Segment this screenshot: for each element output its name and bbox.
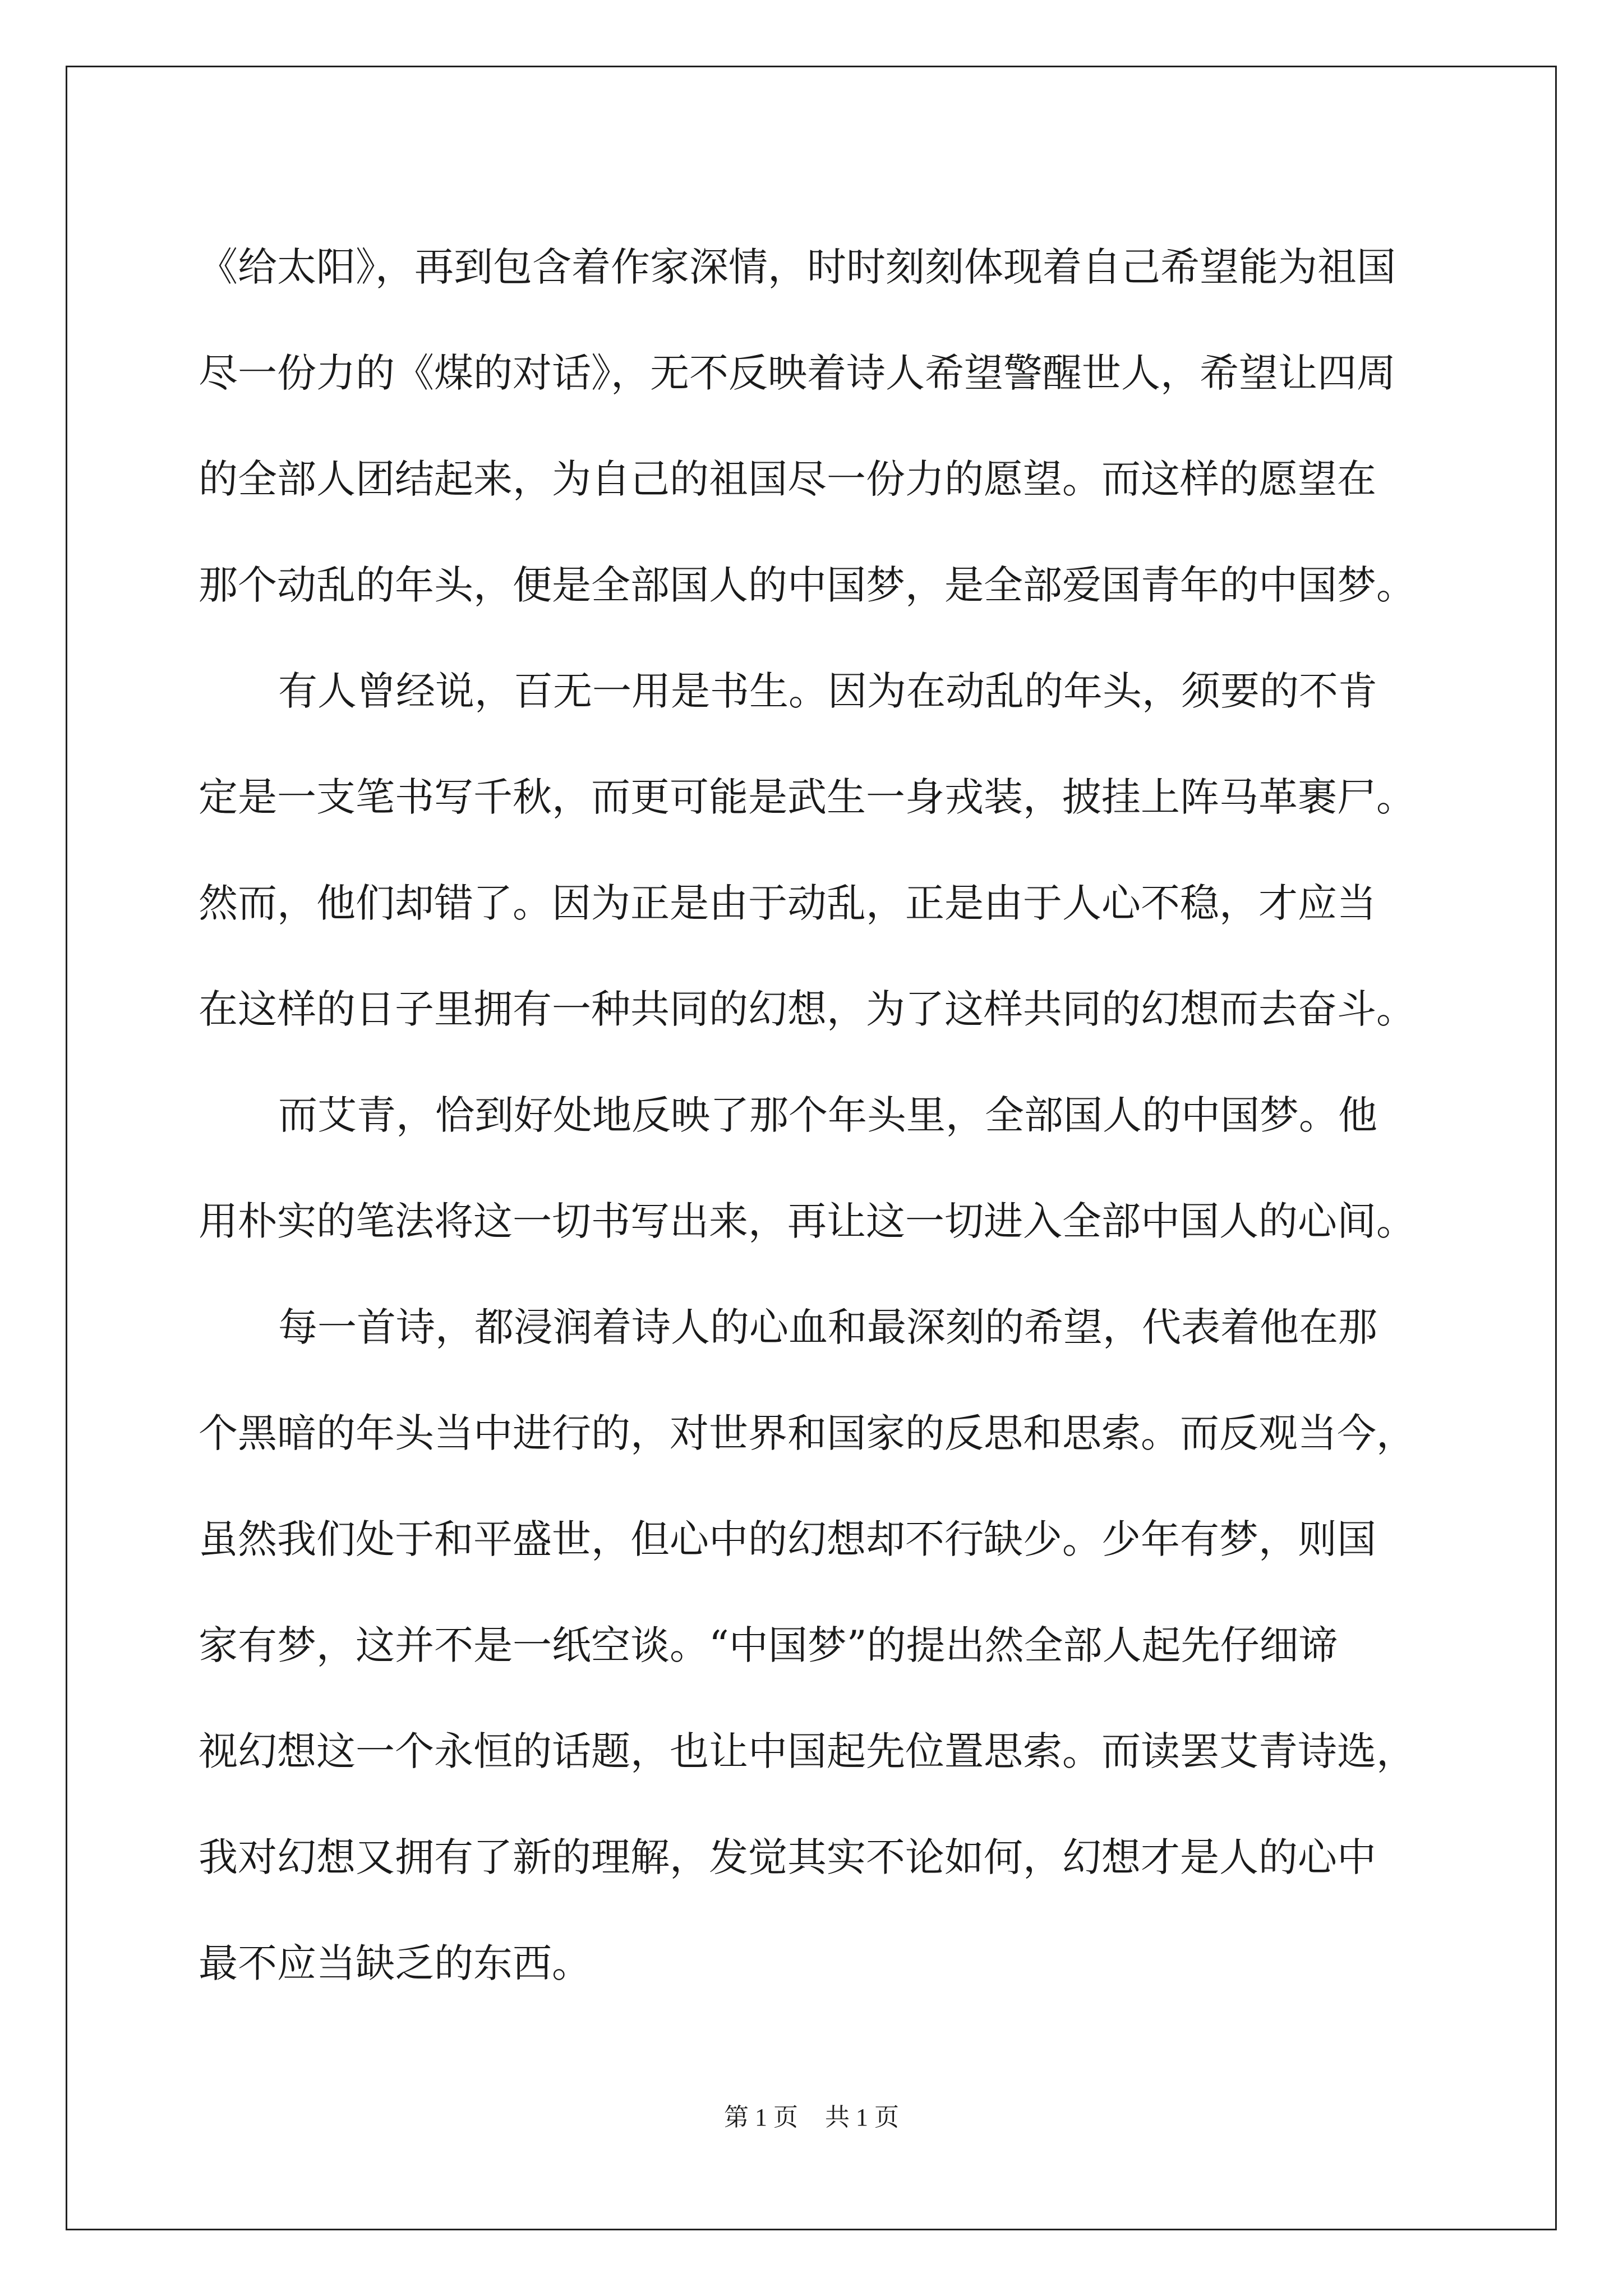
text-line: 最不应当缺乏的东西。 — [199, 1940, 591, 1986]
paragraph-start-line: 有人曾经说，百无一用是书生。因为在动乱的年头，须要的不肯 — [278, 668, 1377, 714]
text-line: 《给太阳》，再到包含着作家深情，时时刻刻体现着自己希望能为祖国 — [199, 244, 1396, 290]
text-line: 家有梦，这并不是一纸空谈。“中国梦”的提出然全部人起先仔细谛 — [199, 1622, 1338, 1668]
text-line: 然而，他们却错了。因为正是由于动乱，正是由于人心不稳，才应当 — [199, 880, 1376, 926]
text-line: 那个动乱的年头，便是全部国人的中国梦，是全部爱国青年的中国梦。 — [199, 562, 1415, 608]
text-line: 定是一支笔书写千秋，而更可能是武生一身戎装，披挂上阵马革裹尸。 — [199, 774, 1415, 820]
text-line: 用朴实的笔法将这一切书写出来，再让这一切进入全部中国人的心间。 — [199, 1198, 1415, 1244]
text-line: 虽然我们处于和平盛世，但心中的幻想却不行缺少。少年有梦，则国 — [199, 1516, 1376, 1562]
text-line: 我对幻想又拥有了新的理解，发觉其实不论如何，幻想才是人的心中 — [199, 1834, 1376, 1880]
paragraph-start-line: 每一首诗，都浸润着诗人的心血和最深刻的希望，代表着他在那 — [278, 1304, 1377, 1350]
text-line: 视幻想这一个永恒的话题，也让中国起先位置思索。而读罢艾青诗选， — [199, 1728, 1415, 1774]
text-line: 尽一份力的《煤的对话》，无不反映着诗人希望警醒世人，希望让四周 — [199, 350, 1396, 396]
paragraph-start-line: 而艾青，恰到好处地反映了那个年头里，全部国人的中国梦。他 — [278, 1092, 1377, 1138]
page-total: 共 1 页 — [825, 2104, 899, 2131]
text-line: 在这样的日子里拥有一种共同的幻想，为了这样共同的幻想而去奋斗。 — [199, 986, 1415, 1032]
text-line: 的全部人团结起来，为自己的祖国尽一份力的愿望。而这样的愿望在 — [199, 456, 1376, 502]
document-body — [199, 214, 1427, 2017]
text-line: 个黑暗的年头当中进行的，对世界和国家的反思和思索。而反观当今， — [199, 1410, 1415, 1456]
page-number: 第 1 页 — [724, 2104, 798, 2131]
page-footer — [0, 2101, 1623, 2134]
